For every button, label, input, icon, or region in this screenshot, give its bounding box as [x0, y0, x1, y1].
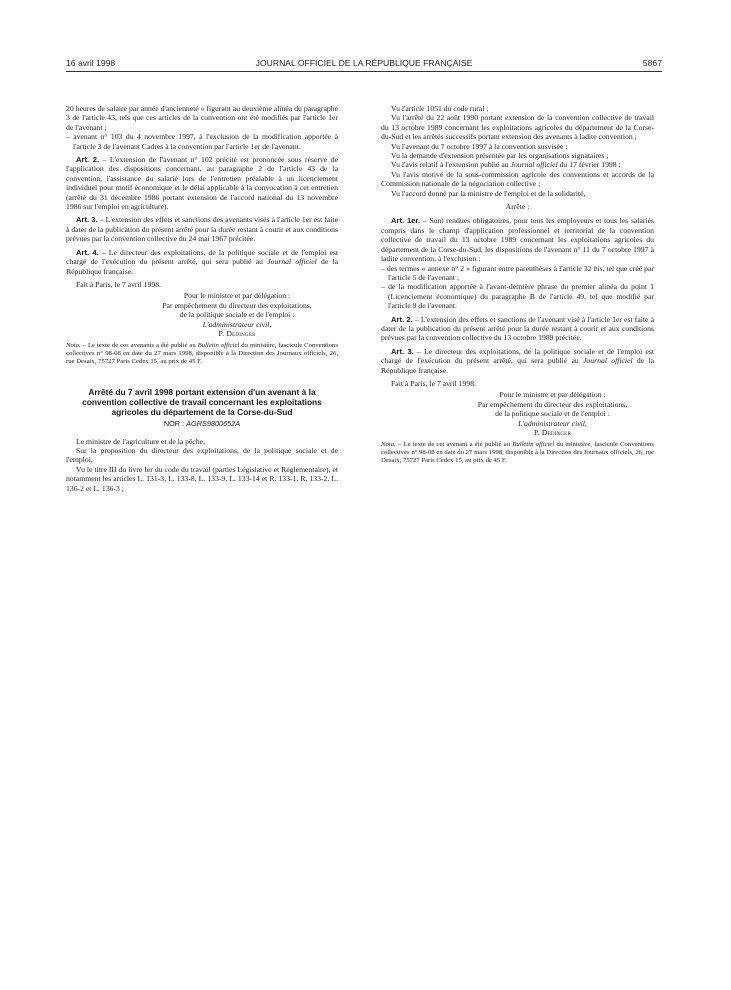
signature-line: Pour le ministre et par délégation :: [183, 291, 291, 301]
left-column: [66, 104, 338, 493]
signatory-name: P. Dedinger: [218, 328, 256, 338]
article-label: Art. 1er.: [391, 216, 421, 226]
exclusion-item: [381, 264, 654, 283]
exclusion-item: – de la modification apportée à l'avant-dernière phrase du premier alinéa du point 1 (Licenciement économique) du paragraphe B de l'article 49, tel que modifié par l'article 9 de l'avenant.: [381, 282, 654, 311]
signature-title: L'administrateur civil,: [518, 418, 587, 428]
article-4-left: [66, 248, 338, 276]
article-text: – Sont rendues obligatoires, pour tous les employeurs et tous les salariés compris dans le champ d'application professionnel et territorial de la convention collective de travail du 13 octobre 1989 concernant les exploitations agricoles du département de la Corse-du-Sud, les dispositions de l'avenant n° 11 du 7 octobre 1997 à ladite convention, à l'exclusion :: [381, 216, 654, 264]
article-label: Art. 4.: [76, 247, 99, 257]
vu-item: [381, 160, 654, 169]
continuation-paragraph: 20 heures de salaire par année d'ancienneté » figurant au deuxième alinéa du paragraphe 3 de l'article 43, tels que ces articles de la convention ont été modifiés par l'article 1er de l'avenant ;: [66, 104, 338, 132]
header-date: 16 avril 1998: [66, 58, 116, 68]
exclusion-text: , tel que créé par l'article 5 de l'avenant ;: [388, 263, 654, 282]
vu-item: Vu la demande d'extension présentée par les organisations signataires ;: [391, 151, 609, 161]
note-text: du ministère, fascicule Conventions collectives n° 98-08 en date du 27 mars 1998, disponible à la Direction des Journaux officiels, 26, rue Desaix, 75727 Paris Cedex 15, au prix de 45 F.: [381, 441, 654, 465]
article-text: – Le directeur des exploitations, de la politique sociale et de l'emploi est chargé de l'exécution du présent arrêté, qui sera publié au: [381, 346, 654, 366]
nor-reference: [66, 419, 338, 428]
journal-officiel-italic: Journal officiel: [510, 160, 558, 170]
article-label: Art. 3.: [76, 215, 98, 225]
nor-label: NOR :: [163, 419, 187, 429]
vu-item: Vu l'avenant du 7 octobre 1997 à la convention susvisée ;: [391, 141, 568, 151]
article-3-left: [66, 215, 338, 243]
signatory-name: P. Dedinger: [534, 428, 571, 437]
signature-line: de la politique sociale et de l'emploi :: [495, 409, 610, 419]
article-2-left: [66, 155, 338, 211]
right-column: [381, 104, 654, 465]
intro-minister: Le ministre de l'agriculture et de la pêche,: [76, 436, 206, 446]
vu-text: du 17 février 1998 ;: [557, 160, 621, 170]
journal-officiel-italic: Journal officiel: [583, 356, 633, 366]
signature-title: L'administrateur civil,: [202, 319, 272, 329]
article-label: Art. 2.: [76, 155, 100, 165]
nota-note: [66, 342, 338, 366]
journal-officiel-italic: Journal officiel: [267, 257, 317, 267]
bulletin-officiel-italic: Bulletin officiel: [197, 342, 240, 350]
header-rule: [66, 71, 662, 72]
note-text: du ministère, fascicule Conventions collectives n° 98-08 en date du 27 mars 1998, disponible à la Direction des Journaux officiels, 26, rue Desaix, 75727 Paris Cedex 15, au prix de 45 F.: [66, 342, 338, 366]
intro-vu-code: Vu le titre III du livre Ier du code du travail (parties Législative et Réglementaire), et notamment les articles L. 131-3, L. 133-8, L. 133-9, L. 133-14 et R. 133-1, R. 133-2, L. 136-2 et L. 136-3 ;: [66, 464, 338, 493]
article-text: – Le directeur des exploitations, de la politique sociale et de l'emploi est chargé de l'exécution du présent arrêté, qui sera publié au: [66, 247, 338, 267]
article-text: de la République française.: [381, 356, 655, 375]
vu-item: Vu l'accord donné par la ministre de l'emploi et de la solidarité,: [391, 188, 586, 198]
continuation-dash-item: – avenant n° 103 du 4 novembre 1997, à l'exclusion de la modification apportée à l'article 3 de l'avenant Cadres à la convention par l'article 1er de l'avenant.: [66, 132, 338, 151]
article-label: Art. 3.: [391, 346, 414, 356]
signature-line: de la politique sociale et de l'emploi :: [179, 310, 295, 320]
article-label: Art. 2.: [391, 314, 413, 324]
note-text: – Le texte de cet avenant a été publié au: [395, 441, 513, 449]
exclusion-text: – des termes « annexe n° 2 » figurant entre parenthèses à l'article 32: [381, 263, 594, 273]
article-text: – L'extension des effets et sanctions des avenants visés à l'article 1er est faite à dater de la publication du présent arrêté pour la durée restant à courir et aux conditions prévues par la convention collective du 24 mai 1967 précitée.: [66, 215, 338, 244]
bis-italic: bis: [593, 263, 603, 273]
nota-label: Nota.: [66, 342, 81, 350]
article-2-right: [381, 315, 654, 343]
article-text: – L'extension de l'avenant n° 102 précité est prononcée sous réserve de l'application des dispositions concernant, au paragraphe 2 de l'article 43 de la convention, l'assistance du salarié lors de l'entretien préalable à un licenciement individuel pour motif économique et le délai applicable à la convocation à cet entretien (arrêté du 31 décembre 1986 portant extension de l'accord national du 13 novembre 1986 sur l'emploi en agriculture).: [66, 155, 338, 212]
page-header: [66, 58, 662, 72]
fait-a-paris: Fait à Paris, le 7 avril 1998.: [76, 279, 161, 289]
article-text: de la République française.: [66, 257, 339, 276]
vu-text: Vu l'avis relatif à l'extension publié au: [391, 160, 511, 170]
article-1-right: [381, 216, 654, 263]
vu-item: Vu l'avis motivé de la sous-commission agricole des conventions et accords de la Commission nationale de la négociation collective ;: [381, 169, 654, 189]
nota-note: [381, 441, 654, 465]
vu-item: Vu l'arrêté du 22 août 1990 portant extension de la convention collective de travail du 13 octobre 1989 concernant les exploitations agricoles du département de la Corse-du-Sud et les arrêtés successifs portant extension des avenants à ladite convention ;: [381, 113, 654, 142]
signature-line: Par empêchement du directeur des exploitations,: [162, 300, 312, 310]
signature-line: Par empêchement du directeur des exploitations,: [477, 399, 628, 409]
article-3-right: [381, 347, 654, 375]
arrete-heading: Arrête :: [505, 202, 530, 212]
signature-block: [381, 390, 654, 437]
decree-title: Arrêté du 7 avril 1998 portant extension d'un avenant à la convention collective de travail concernant les exploitations agricoles du département de la Corse-du-Sud: [82, 387, 322, 417]
signature-block: [66, 291, 338, 338]
bulletin-officiel-italic: Bulletin officiel: [512, 441, 555, 449]
fait-a-paris: Fait à Paris, le 7 avril 1998.: [391, 378, 476, 388]
note-text: – Le texte de ces avenants a été publié au: [80, 342, 198, 350]
nota-label: Nota.: [381, 441, 396, 449]
nor-code: AGRS9800652A: [186, 419, 241, 429]
article-text: – L'extension des effets et sanctions de l'avenant visé à l'article 1er est faite à dater de la publication du présent arrêté pour la durée restant à courir et aux conditions prévues par la convention collective du 13 octobre 1989 précitée.: [381, 314, 654, 343]
header-journal-title: JOURNAL OFFICIEL DE LA RÉPUBLIQUE FRANÇAISE: [255, 58, 473, 68]
header-page-number: 5867: [642, 58, 662, 68]
vu-item: Vu l'article 1051 du code rural ;: [391, 104, 489, 113]
signature-line: Pour le ministre et par délégation :: [499, 390, 606, 400]
intro-proposal: Sur la proposition du directeur des exploitations, de la politique sociale et de l'emploi,: [66, 445, 338, 465]
